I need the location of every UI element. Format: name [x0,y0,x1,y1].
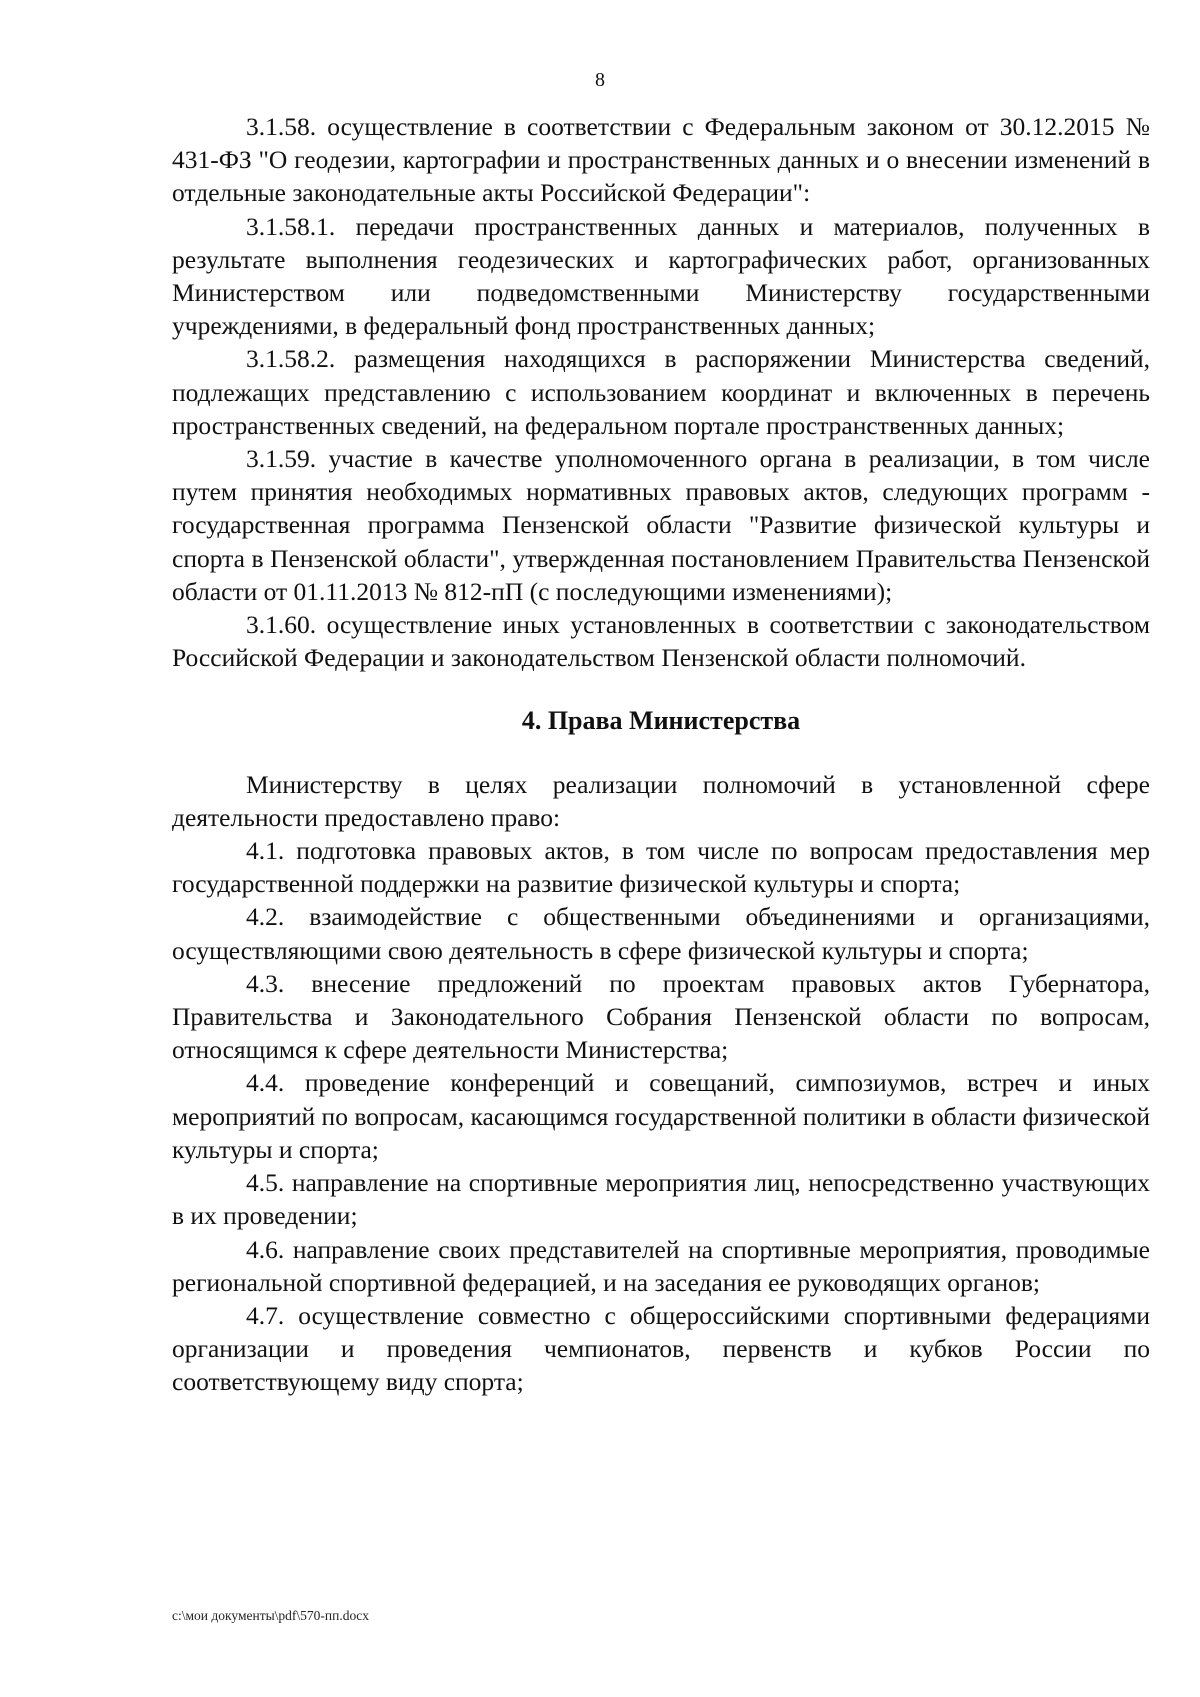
paragraph-3-1-58: 3.1.58. осуществление в соответствии с Федеральным законом от 30.12.2015 № 431-ФЗ "О геодезии, картографии и пространственных данных и о внесении изменений в отдельные законодательные акты Российской Федерации": [172,112,1150,208]
paragraph-3-1-60: 3.1.60. осуществление иных установленных в соответствии с законодательством Российской Федерации и законодательством Пензенской области полномочий. [172,610,1150,673]
paragraph-section-4-intro: Министерству в целях реализации полномочий в установленной сфере деятельности предоставлено право: [172,769,1150,832]
paragraph-4-4: 4.4. проведение конференций и совещаний, симпозиумов, встреч и иных мероприятий по вопросам, касающимся государственной политики в области физической культуры и спорта; [172,1068,1150,1164]
paragraph-3-1-58-1: 3.1.58.1. передачи пространственных данных и материалов, полученных в результате выполнения геодезических и картографических работ, организованных Министерством или подведомственными Министерству государственными учреждениями, в федеральный фонд пространственных данных; [172,211,1150,341]
paragraph-3-1-58-2: 3.1.58.2. размещения находящихся в распоряжении Министерства сведений, подлежащих представлению с использованием координат и включенных в перечень пространственных сведений, на федеральном портале пространственных данных; [172,344,1150,440]
paragraph-4-6: 4.6. направление своих представителей на спортивные мероприятия, проводимые региональной спортивной федерацией, и на заседания ее руководящих органов; [172,1234,1150,1297]
paragraph-4-7: 4.7. осуществление совместно с общероссийскими спортивными федерациями организации и проведения чемпионатов, первенств и кубков России по соответствующему виду спорта; [172,1300,1150,1397]
document-body [172,110,1150,1399]
section-heading: 4. Права Министерства [521,706,801,736]
paragraph-4-5: 4.5. направление на спортивные мероприятия лиц, непосредственно участвующих в их проведении; [172,1168,1150,1231]
paragraph-4-1: 4.1. подготовка правовых актов, в том числе по вопросам предоставления мер государственной поддержки на развитие физической культуры и спорта; [172,836,1150,899]
paragraph-4-3: 4.3. внесение предложений по проектам правовых актов Губернатора, Правительства и Законодательного Собрания Пензенской области по вопросам, относящимся к сфере деятельности Министерства; [172,968,1150,1065]
footer-file-path: c:\мои документы\pdf\570-пп.docx [172,1608,369,1623]
paragraph-4-2: 4.2. взаимодействие с общественными объединениями и организациями, осуществляющими свою деятельность в сфере физической культуры и спорта; [172,902,1150,965]
page-number: 8 [595,69,605,91]
paragraph-3-1-59: 3.1.59. участие в качестве уполномоченного органа в реализации, в том числе путем принятия необходимых нормативных правовых актов, следующих программ - государственная программа Пензенской области "Развитие физической культуры и спорта в Пензенской области", утвержденная постановлением Правительства Пензенской области от 01.11.2013 № 812-пП (с последующими изменениями); [172,444,1150,606]
